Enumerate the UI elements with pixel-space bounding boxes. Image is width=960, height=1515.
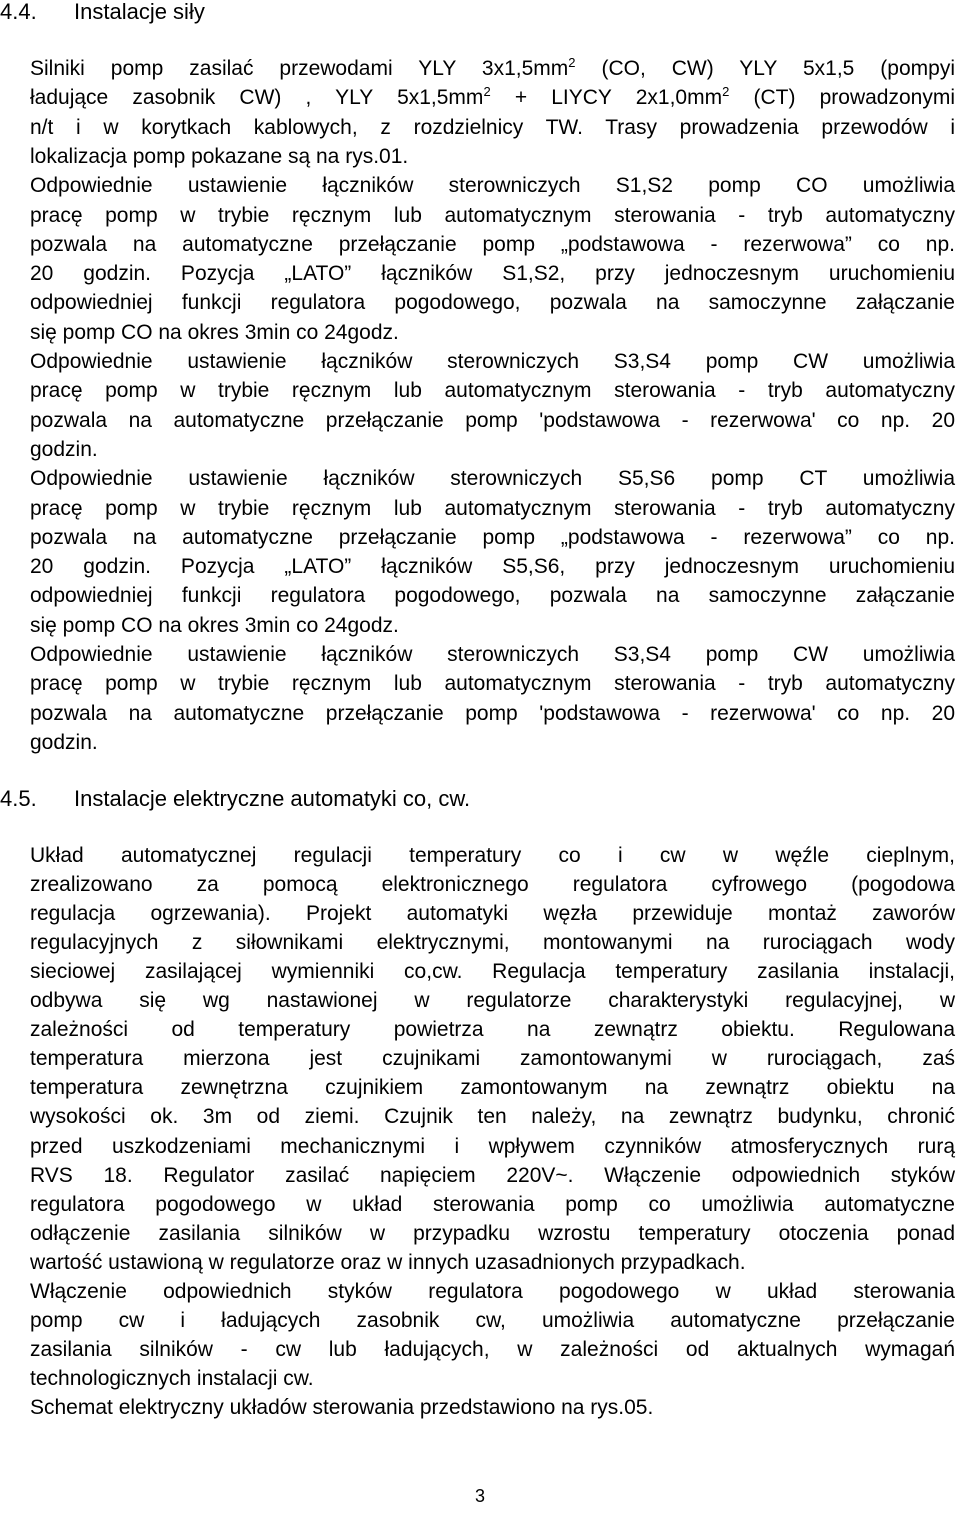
paragraph-line: pozwala na automatyczne przełączanie pomp 'podstawowa - rezerwowa' co np. 20 — [30, 701, 955, 725]
paragraph-line: Odpowiednie ustawienie łączników sterowniczych S3,S4 pomp CW umożliwia — [30, 350, 955, 373]
paragraph-line: zależności od temperatury powietrza na zewnątrz obiektu. Regulowana — [30, 1018, 955, 1042]
paragraph-line: Układ automatycznej regulacji temperatury co i cw w węźle cieplnym, — [30, 844, 955, 867]
paragraph-line: Odpowiednie ustawienie łączników sterowniczych S3,S4 pomp CW umożliwia — [30, 643, 955, 666]
paragraph-line: regulacja ogrzewania). Projekt automatyki węzła przewiduje montaż zaworów — [30, 902, 955, 926]
paragraph-line: godzin. — [30, 730, 98, 754]
paragraph-line: regulacyjnych z siłownikami elektrycznymi, montowanymi na rurociągach wody — [30, 931, 955, 955]
section-number: 4.4. — [0, 0, 37, 24]
paragraph-line: pozwala na automatyczne przełączanie pomp „podstawowa - rezerwowa” co np. — [30, 525, 955, 549]
paragraph-line: ładujące zasobnik CW) , YLY $5x1,5mm^2$ + LIYCY $2x1,0mm^2$ (CT) prowadzonymi — [30, 84, 955, 110]
paragraph-line: odłączenie zasilania silników w przypadku wzrostu temperatury otoczenia ponad — [30, 1221, 955, 1245]
paragraph-line: pracę pomp w trybie ręcznym lub automatycznym sterowania - tryb automatyczny — [30, 379, 955, 403]
paragraph-line: Włączenie odpowiednich styków regulatora pogodowego w układ sterowania — [30, 1279, 955, 1303]
paragraph-line: odpowiedniej funkcji regulatora pogodowego, pozwala na samoczynne załączanie — [30, 584, 955, 608]
paragraph-line: zrealizowano za pomocą elektronicznego regulatora cyfrowego (pogodowa — [30, 873, 955, 897]
paragraph-line: pozwala na automatyczne przełączanie pomp „podstawowa - rezerwowa” co np. — [30, 232, 955, 256]
paragraph-line: wartość ustawioną w regulatorze oraz w innych uzasadnionych przypadkach. — [30, 1250, 746, 1274]
paragraph-line: Odpowiednie ustawienie łączników sterowniczych S5,S6 pomp CT umożliwia — [30, 467, 955, 491]
page-number: 3 — [474, 1486, 485, 1506]
section-4-4-heading — [0, 0, 205, 24]
paragraph-line: technologicznych instalacji cw. — [30, 1366, 314, 1390]
paragraph-line: pozwala na automatyczne przełączanie pomp 'podstawowa - rezerwowa' co np. 20 — [30, 408, 955, 432]
paragraph-line: regulatora pogodowego w układ sterowania pomp co umożliwia automatyczne — [30, 1192, 955, 1216]
paragraph-line: n/t i w korytkach kablowych, z rozdzielnicy TW. Trasy prowadzenia przewodów i — [30, 115, 955, 139]
paragraph-line: pracę pomp w trybie ręcznym lub automatycznym sterowania - tryb automatyczny — [30, 203, 955, 227]
paragraph-line: godzin. — [30, 437, 98, 461]
paragraph-line: odpowiedniej funkcji regulatora pogodowego, pozwala na samoczynne załączanie — [30, 291, 955, 315]
paragraph-line: pracę pomp w trybie ręcznym lub automatycznym sterowania - tryb automatyczny — [30, 672, 955, 696]
paragraph-line: odbywa się wg nastawionej w regulatorze charakterystyki regulacyjnej, w — [30, 989, 955, 1013]
paragraph-line: temperatura mierzona jest czujnikami zamontowanymi w rurociągach, zaś — [30, 1047, 955, 1071]
paragraph-line: Schemat elektryczny układów sterowania przedstawiono na rys.05. — [30, 1395, 654, 1419]
paragraph-line: się pomp CO na okres 3min co 24godz. — [30, 320, 399, 344]
paragraph-line: 20 godzin. Pozycja „LATO” łączników S5,S6, przy jednoczesnym uruchomieniu — [30, 555, 955, 579]
paragraph-line: 20 godzin. Pozycja „LATO” łączników S1,S2, przy jednoczesnym uruchomieniu — [30, 262, 955, 286]
paragraph-line: przed uszkodzeniami mechanicznymi i wpływem czynników atmosferycznych rurą — [30, 1134, 955, 1158]
section-4-5-heading — [0, 787, 470, 811]
paragraph-line: RVS 18. Regulator zasilać napięciem 220V~. Włączenie odpowiednich styków — [30, 1163, 955, 1187]
paragraph-line: pomp cw i ładujących zasobnik cw, umożliwia automatyczne przełączanie — [30, 1308, 955, 1332]
paragraph-line: zasilania silników - cw lub ładujących, w zależności od aktualnych wymagań — [30, 1337, 955, 1361]
paragraph-line: się pomp CO na okres 3min co 24godz. — [30, 613, 399, 637]
paragraph-line: sieciowej zasilającej wymienniki co,cw. Regulacja temperatury zasilania instalacji, — [30, 960, 955, 984]
paragraph-line: Odpowiednie ustawienie łączników sterowniczych S1,S2 pomp CO umożliwia — [30, 174, 955, 198]
paragraph-line: pracę pomp w trybie ręcznym lub automatycznym sterowania - tryb automatyczny — [30, 496, 955, 520]
section-number: 4.5. — [0, 786, 37, 811]
paragraph-line: Silniki pomp zasilać przewodami YLY $3x1,5mm^2$ (CO, CW) YLY 5x1,5 (pompyi — [30, 55, 955, 80]
section-title: Instalacje siły — [74, 0, 205, 24]
paragraph-line: wysokości ok. 3m od ziemi. Czujnik ten należy, na zewnątrz budynku, chronić — [30, 1105, 955, 1129]
paragraph-line: temperatura zewnętrzna czujnikiem zamontowanym na zewnątrz obiektu na — [30, 1076, 955, 1100]
section-title: Instalacje elektryczne automatyki co, cw. — [74, 786, 471, 811]
paragraph-line: lokalizacja pomp pokazane są na rys.01. — [30, 144, 409, 168]
